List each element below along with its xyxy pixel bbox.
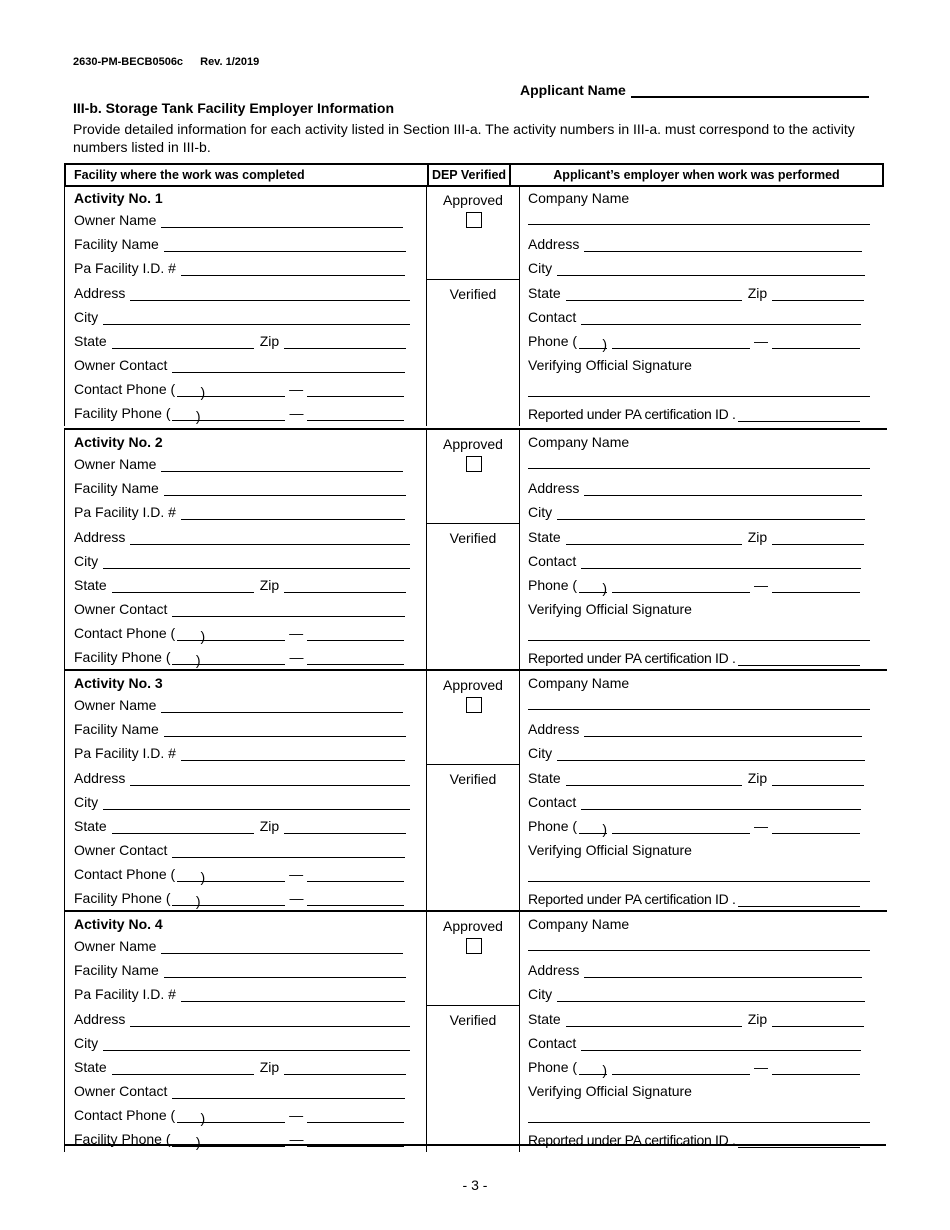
contact-phone-number[interactable] [307,869,404,882]
facility-address-field [74,770,410,786]
employer-zip-input[interactable] [772,773,864,786]
facility-state-zip-field [74,577,406,593]
facility-phone-label: Facility Phone ( [74,1131,171,1147]
verifying-signature-label: Verifying Official Signature [528,842,692,858]
facility-zip-input[interactable] [284,1062,406,1075]
employer-city-field [528,745,865,761]
facility-city-field [74,794,410,810]
facility-id-field [74,504,405,520]
certification-id-input[interactable] [738,409,860,422]
facility-name-label: Facility Name [74,480,159,496]
verifying-signature-input[interactable] [528,396,870,397]
employer-phone-label: Phone ( [528,577,578,593]
facility-zip-label: Zip [259,1059,280,1075]
company-name-input[interactable] [528,224,870,225]
facility-id-label: Pa Facility I.D. # [74,504,176,520]
owner-name-field [74,456,403,472]
employer-state-label: State [528,529,561,545]
employer-phone-prefix[interactable] [612,580,750,593]
employer-zip-label: Zip [747,770,768,786]
header-dep-verified: DEP Verified [428,164,510,186]
contact-phone-prefix[interactable] [205,628,285,641]
facility-city-input[interactable] [103,312,410,325]
employer-address-field [528,236,862,252]
owner-contact-label: Owner Contact [74,842,168,858]
facility-state-input[interactable] [112,821,254,834]
employer-column [520,430,886,670]
facility-phone-prefix[interactable] [200,652,285,665]
certification-id-label: Reported under PA certification ID . [528,1132,736,1148]
employer-contact-label: Contact [528,309,577,325]
facility-zip-label: Zip [259,577,280,593]
owner-name-label: Owner Name [74,456,157,472]
facility-column [64,186,427,426]
facility-id-input[interactable] [181,507,405,520]
header-employer: Applicant’s employer when work was performed [510,164,883,186]
employer-state-label: State [528,770,561,786]
employer-state-input[interactable] [566,532,742,545]
divider [427,279,519,280]
contact-phone-prefix[interactable] [205,384,285,397]
facility-phone-label: Facility Phone ( [74,405,171,421]
dep-verified-column [426,186,520,426]
employer-phone-number[interactable] [772,1062,860,1075]
dep-verified-column [426,912,520,1152]
facility-name-field [74,721,406,737]
employer-city-label: City [528,745,553,761]
facility-city-label: City [74,794,99,810]
facility-zip-input[interactable] [284,580,406,593]
facility-name-label: Facility Name [74,236,159,252]
owner-contact-field [74,1083,405,1099]
owner-contact-label: Owner Contact [74,601,168,617]
facility-name-input[interactable] [164,483,406,496]
verifying-signature-label: Verifying Official Signature [528,1083,692,1099]
facility-phone-field: Facility Phone ( ) — [74,1131,404,1147]
employer-contact-label: Contact [528,1035,577,1051]
employer-zip-label: Zip [747,1011,768,1027]
company-name-label: Company Name [528,434,630,450]
facility-id-field [74,986,405,1002]
facility-phone-prefix[interactable] [200,408,285,421]
facility-name-field [74,236,406,252]
facility-name-label: Facility Name [74,962,159,978]
approved-label: Approved [443,436,503,452]
facility-address-input[interactable] [130,532,410,545]
verifying-signature-label: Verifying Official Signature [528,601,692,617]
facility-zip-input[interactable] [284,336,406,349]
owner-name-input[interactable] [161,459,403,472]
facility-id-field [74,260,405,276]
employer-phone-label: Phone ( [528,1059,578,1075]
facility-address-input[interactable] [130,1014,410,1027]
owner-name-label: Owner Name [74,697,157,713]
certification-id-input[interactable] [738,894,860,907]
facility-name-field [74,480,406,496]
owner-contact-input[interactable] [172,604,405,617]
activity-title: Activity No. 1 [74,190,163,206]
owner-contact-field [74,842,405,858]
employer-phone-area-code[interactable]: ) [579,821,607,834]
facility-id-field [74,745,405,761]
section-title: III-b. Storage Tank Facility Employer Information [73,100,395,116]
facility-city-field [74,1035,410,1051]
employer-contact-input[interactable] [581,797,861,810]
owner-contact-input[interactable] [172,845,405,858]
contact-phone-field: Contact Phone ( ) — [74,866,404,882]
activity-block [64,428,887,670]
facility-phone-field: Facility Phone ( ) — [74,890,404,906]
facility-id-input[interactable] [181,748,405,761]
facility-address-field [74,285,410,301]
employer-address-field [528,721,862,737]
facility-city-label: City [74,553,99,569]
certification-id-label: Reported under PA certification ID . [528,891,736,907]
employer-contact-label: Contact [528,794,577,810]
facility-phone-field: Facility Phone ( ) — [74,405,404,421]
owner-contact-input[interactable] [172,1086,405,1099]
page-number: - 3 - [462,1177,488,1193]
owner-name-field [74,938,403,954]
employer-contact-input[interactable] [581,1038,861,1051]
facility-name-field [74,962,406,978]
contact-phone-area-code[interactable]: ) [177,628,205,641]
header-facility: Facility where the work was completed [65,164,428,186]
certification-id-field [528,891,860,907]
employer-address-input[interactable] [584,965,862,978]
facility-address-input[interactable] [130,773,410,786]
facility-state-label: State [74,333,107,349]
certification-id-input[interactable] [738,653,860,666]
contact-phone-prefix[interactable] [205,1110,285,1123]
contact-phone-area-code[interactable]: ) [177,869,205,882]
employer-state-label: State [528,1011,561,1027]
facility-phone-area-code[interactable]: ) [172,652,200,665]
certification-id-label: Reported under PA certification ID . [528,406,736,422]
facility-address-label: Address [74,285,126,301]
applicant-name-field [520,82,869,98]
employer-city-label: City [528,504,553,520]
facility-address-label: Address [74,770,126,786]
facility-id-input[interactable] [181,263,405,276]
verifying-signature-input[interactable] [528,1122,870,1123]
facility-state-zip-field [74,1059,406,1075]
verified-label: Verified [449,1012,497,1028]
facility-column [64,671,427,911]
company-name-label: Company Name [528,675,630,691]
owner-contact-input[interactable] [172,360,405,373]
divider [427,523,519,524]
verified-label: Verified [449,286,497,302]
contact-phone-number[interactable] [307,384,404,397]
facility-phone-number[interactable] [307,408,404,421]
employer-phone-field: Phone ( ) — [528,333,860,349]
certification-id-field [528,650,860,666]
approved-label: Approved [443,918,503,934]
table-bottom-border [64,1144,886,1146]
employer-city-input[interactable] [557,507,865,520]
employer-phone-field: Phone ( ) — [528,577,860,593]
facility-city-field [74,309,410,325]
employer-address-field [528,962,862,978]
facility-phone-prefix[interactable] [200,893,285,906]
employer-contact-field [528,794,861,810]
facility-address-field [74,529,410,545]
approved-checkbox[interactable] [466,212,482,228]
employer-state-input[interactable] [566,1014,742,1027]
owner-name-input[interactable] [161,215,403,228]
employer-contact-field [528,1035,861,1051]
employer-column [520,671,886,911]
employer-address-label: Address [528,721,580,737]
verifying-signature-input[interactable] [528,881,870,882]
employer-phone-label: Phone ( [528,333,578,349]
facility-phone-area-code[interactable]: ) [172,1134,200,1147]
form-number [73,56,273,68]
facility-phone-number[interactable] [307,893,404,906]
employer-phone-field: Phone ( ) — [528,1059,860,1075]
approved-checkbox[interactable] [466,938,482,954]
certification-id-label: Reported under PA certification ID . [528,650,736,666]
contact-phone-field: Contact Phone ( ) — [74,1107,404,1123]
facility-phone-area-code[interactable]: ) [172,893,200,906]
owner-name-field [74,212,403,228]
facility-name-input[interactable] [164,965,406,978]
dep-verified-column [426,671,520,911]
facility-phone-number[interactable] [307,652,404,665]
owner-name-input[interactable] [161,700,403,713]
owner-name-label: Owner Name [74,212,157,228]
facility-state-input[interactable] [112,580,254,593]
employer-contact-label: Contact [528,553,577,569]
company-name-label: Company Name [528,190,630,206]
applicant-name-input[interactable] [631,82,869,98]
employer-phone-area-code[interactable]: ) [579,336,607,349]
owner-contact-label: Owner Contact [74,1083,168,1099]
facility-state-label: State [74,577,107,593]
employer-column [520,912,886,1152]
verifying-signature-input[interactable] [528,640,870,641]
approved-checkbox[interactable] [466,697,482,713]
employer-zip-input[interactable] [772,288,864,301]
employer-address-label: Address [528,236,580,252]
facility-name-input[interactable] [164,239,406,252]
facility-id-label: Pa Facility I.D. # [74,260,176,276]
contact-phone-label: Contact Phone ( [74,866,176,882]
facility-id-label: Pa Facility I.D. # [74,986,176,1002]
approved-label: Approved [443,192,503,208]
employer-address-input[interactable] [584,483,862,496]
owner-name-field [74,697,403,713]
employer-city-field [528,504,865,520]
activity-block [64,186,887,426]
employer-address-field [528,480,862,496]
facility-state-input[interactable] [112,1062,254,1075]
table-header [64,163,884,187]
owner-contact-field [74,601,405,617]
employer-city-label: City [528,986,553,1002]
employer-phone-area-code[interactable]: ) [579,580,607,593]
employer-state-zip-field [528,1011,864,1027]
employer-contact-input[interactable] [581,556,861,569]
facility-zip-input[interactable] [284,821,406,834]
facility-phone-label: Facility Phone ( [74,649,171,665]
facility-city-label: City [74,309,99,325]
owner-contact-field [74,357,405,373]
company-name-input[interactable] [528,468,870,469]
employer-state-zip-field [528,529,864,545]
form-id: 2630-PM-BECB0506c [73,56,184,68]
certification-id-input[interactable] [738,1135,860,1148]
contact-phone-area-code[interactable]: ) [177,1110,205,1123]
facility-city-input[interactable] [103,1038,410,1051]
facility-name-label: Facility Name [74,721,159,737]
employer-state-input[interactable] [566,288,742,301]
employer-contact-field [528,553,861,569]
verified-label: Verified [449,771,497,787]
facility-id-label: Pa Facility I.D. # [74,745,176,761]
employer-contact-input[interactable] [581,312,861,325]
verifying-signature-label: Verifying Official Signature [528,357,692,373]
divider [427,764,519,765]
facility-city-input[interactable] [103,797,410,810]
employer-city-field [528,260,865,276]
employer-phone-area-code[interactable]: ) [579,1062,607,1075]
facility-city-input[interactable] [103,556,410,569]
facility-state-zip-field [74,333,406,349]
employer-phone-number[interactable] [772,336,860,349]
contact-phone-field: Contact Phone ( ) — [74,381,404,397]
employer-state-zip-field [528,285,864,301]
owner-contact-label: Owner Contact [74,357,168,373]
employer-address-label: Address [528,480,580,496]
employer-zip-label: Zip [747,529,768,545]
activity-title: Activity No. 3 [74,675,163,691]
section-instructions: Provide detailed information for each activity listed in Section III-a. The activity numbers in III-a. must correspond to the activity numbers listed in III-b. [73,121,855,155]
form-revision: Rev. 1/2019 [200,56,260,68]
contact-phone-number[interactable] [307,628,404,641]
facility-zip-label: Zip [259,333,280,349]
employer-column [520,186,886,426]
approved-checkbox[interactable] [466,456,482,472]
facility-zip-label: Zip [259,818,280,834]
employer-phone-number[interactable] [772,580,860,593]
contact-phone-field: Contact Phone ( ) — [74,625,404,641]
facility-phone-label: Facility Phone ( [74,890,171,906]
certification-id-field [528,406,860,422]
activity-block [64,910,887,1152]
contact-phone-label: Contact Phone ( [74,381,176,397]
facility-name-input[interactable] [164,724,406,737]
contact-phone-number[interactable] [307,1110,404,1123]
employer-zip-input[interactable] [772,1014,864,1027]
employer-state-input[interactable] [566,773,742,786]
company-name-input[interactable] [528,709,870,710]
facility-column [64,912,427,1152]
employer-city-input[interactable] [557,748,865,761]
activity-block [64,669,887,911]
employer-address-input[interactable] [584,724,862,737]
facility-state-label: State [74,1059,107,1075]
owner-name-label: Owner Name [74,938,157,954]
contact-phone-prefix[interactable] [205,869,285,882]
facility-state-input[interactable] [112,336,254,349]
employer-state-zip-field [528,770,864,786]
facility-address-input[interactable] [130,288,410,301]
employer-phone-field: Phone ( ) — [528,818,860,834]
employer-zip-label: Zip [747,285,768,301]
facility-city-label: City [74,1035,99,1051]
employer-address-input[interactable] [584,239,862,252]
facility-address-label: Address [74,1011,126,1027]
employer-city-label: City [528,260,553,276]
facility-phone-field: Facility Phone ( ) — [74,649,404,665]
employer-city-field [528,986,865,1002]
contact-phone-label: Contact Phone ( [74,1107,176,1123]
company-name-label: Company Name [528,916,630,932]
owner-name-input[interactable] [161,941,403,954]
employer-address-label: Address [528,962,580,978]
company-name-input[interactable] [528,950,870,951]
verified-label: Verified [449,530,497,546]
contact-phone-label: Contact Phone ( [74,625,176,641]
employer-city-input[interactable] [557,989,865,1002]
divider [427,1005,519,1006]
employer-contact-field [528,309,861,325]
employer-phone-prefix[interactable] [612,821,750,834]
activity-title: Activity No. 4 [74,916,163,932]
facility-state-label: State [74,818,107,834]
facility-address-label: Address [74,529,126,545]
employer-zip-input[interactable] [772,532,864,545]
facility-state-zip-field [74,818,406,834]
facility-column [64,430,427,670]
dep-verified-column [426,430,520,670]
facility-phone-area-code[interactable]: ) [172,408,200,421]
employer-city-input[interactable] [557,263,865,276]
employer-state-label: State [528,285,561,301]
applicant-name-label: Applicant Name [520,82,626,98]
employer-phone-label: Phone ( [528,818,578,834]
employer-phone-prefix[interactable] [612,1062,750,1075]
facility-city-field [74,553,410,569]
employer-phone-prefix[interactable] [612,336,750,349]
facility-id-input[interactable] [181,989,405,1002]
activity-title: Activity No. 2 [74,434,163,450]
facility-address-field [74,1011,410,1027]
approved-label: Approved [443,677,503,693]
contact-phone-area-code[interactable]: ) [177,384,205,397]
employer-phone-number[interactable] [772,821,860,834]
